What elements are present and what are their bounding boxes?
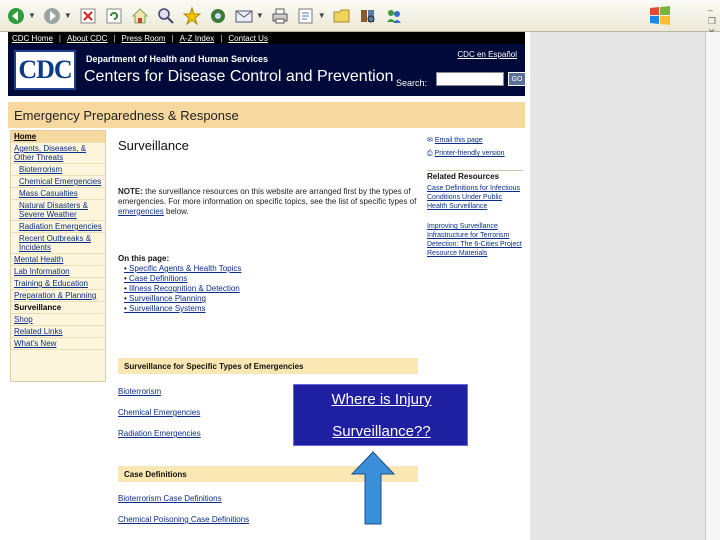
messenger-icon[interactable] bbox=[384, 6, 404, 26]
note-lead: NOTE: bbox=[118, 187, 143, 196]
media-icon[interactable] bbox=[208, 6, 228, 26]
leftnav-item[interactable]: Shop bbox=[11, 314, 105, 326]
leftnav-item[interactable]: Natural Disasters & Severe Weather bbox=[11, 200, 105, 221]
bioterrorism-case-definitions-link[interactable]: Bioterrorism Case Definitions bbox=[118, 494, 222, 503]
mail-icon[interactable] bbox=[234, 6, 254, 26]
cdc-header bbox=[8, 44, 525, 96]
nav-link-cdc-home[interactable]: CDC Home bbox=[12, 33, 53, 43]
print-icon[interactable] bbox=[270, 6, 290, 26]
favorites-icon[interactable] bbox=[182, 6, 202, 26]
chemical-emergencies-link[interactable]: Chemical Emergencies bbox=[118, 408, 201, 417]
callout-line-1: Where is Injury bbox=[331, 391, 432, 408]
browser-toolbar bbox=[0, 0, 720, 32]
bioterrorism-link[interactable]: Bioterrorism bbox=[118, 387, 162, 396]
home-icon[interactable] bbox=[130, 6, 150, 26]
department-name: Department of Health and Human Services bbox=[86, 54, 269, 64]
nav-link-press-room[interactable]: Press Room bbox=[121, 33, 166, 43]
note-paragraph bbox=[118, 187, 420, 217]
restore-icon[interactable]: ❐ bbox=[707, 16, 716, 26]
forward-icon[interactable] bbox=[42, 6, 62, 26]
empty-area bbox=[530, 32, 720, 540]
emergencies-link[interactable]: emergencies bbox=[118, 207, 164, 216]
edit-icon[interactable] bbox=[296, 6, 316, 26]
folder-icon[interactable] bbox=[332, 6, 352, 26]
left-navigation bbox=[10, 130, 106, 382]
on-this-page-link[interactable]: • Illness Recognition & Detection bbox=[124, 284, 241, 294]
six-cities-project-link[interactable]: Improving Surveillance Infrastructure for Terrorism Detection: The 6-Cities Project Resource Materials bbox=[427, 223, 522, 257]
espanol-link[interactable]: CDC en Español bbox=[457, 50, 517, 59]
on-this-page-link[interactable]: • Surveillance Planning bbox=[124, 294, 241, 304]
nav-link-contact-us[interactable]: Contact Us bbox=[228, 33, 268, 43]
on-this-page-list bbox=[124, 264, 241, 314]
leftnav-item[interactable]: Chemical Emergencies bbox=[11, 176, 105, 188]
cdc-top-nav: CDC Home | About CDC | Press Room | A-Z Index | Contact Us bbox=[8, 32, 525, 44]
leftnav-item[interactable]: Preparation & Planning bbox=[11, 290, 105, 302]
leftnav-item[interactable]: Bioterrorism bbox=[11, 164, 105, 176]
leftnav-item[interactable]: Radiation Emergencies bbox=[11, 221, 105, 233]
page-title: Surveillance bbox=[118, 138, 189, 153]
back-icon[interactable] bbox=[6, 6, 26, 26]
note-text: the surveillance resources on this website are arranged first by the types of emergencies. For more information on specific topics, see the list of specific types of bbox=[118, 187, 417, 206]
leftnav-item[interactable]: Lab Information bbox=[11, 266, 105, 278]
chevron-down-icon[interactable]: ▼ bbox=[63, 11, 72, 20]
page-banner: Emergency Preparedness & Response bbox=[8, 102, 525, 128]
stop-icon[interactable] bbox=[78, 6, 98, 26]
radiation-emergencies-link[interactable]: Radiation Emergencies bbox=[118, 429, 201, 438]
agency-name: Centers for Disease Control and Prevention bbox=[84, 68, 394, 85]
chevron-down-icon[interactable]: ▼ bbox=[28, 11, 36, 20]
up-arrow-icon bbox=[350, 450, 396, 526]
nav-link-a-z-index[interactable]: A-Z Index bbox=[179, 33, 215, 43]
chevron-down-icon[interactable]: ▼ bbox=[317, 11, 326, 20]
leftnav-item[interactable]: What's New bbox=[11, 338, 105, 350]
research-icon[interactable] bbox=[358, 6, 378, 26]
chemical-poisoning-case-definitions-link[interactable]: Chemical Poisoning Case Definitions bbox=[118, 515, 250, 524]
web-page bbox=[0, 32, 530, 540]
windows-logo-icon bbox=[648, 4, 672, 28]
section-heading: Case Definitions bbox=[118, 466, 418, 482]
search-input[interactable] bbox=[436, 72, 504, 86]
leftnav-item[interactable]: Agents, Diseases, & Other Threats bbox=[11, 143, 105, 164]
refresh-icon[interactable] bbox=[104, 6, 124, 26]
on-this-page-heading: On this page: bbox=[118, 254, 170, 263]
chevron-down-icon[interactable]: ▼ bbox=[255, 11, 264, 20]
callout-box bbox=[293, 384, 468, 446]
leftnav-item[interactable]: Related Links bbox=[11, 326, 105, 338]
minimize-icon[interactable]: – bbox=[707, 5, 713, 15]
leftnav-item[interactable]: Home bbox=[11, 131, 105, 143]
section-heading: Surveillance for Specific Types of Emergencies bbox=[118, 358, 418, 374]
on-this-page-link[interactable]: • Case Definitions bbox=[124, 274, 241, 284]
search-icon[interactable] bbox=[156, 6, 176, 26]
printer-friendly-link[interactable]: ⎙ Printer-friendly version bbox=[427, 150, 505, 157]
email-page-link[interactable]: ✉ Email this page bbox=[427, 137, 483, 144]
leftnav-item[interactable]: Surveillance bbox=[11, 302, 105, 314]
case-definitions-resource-link[interactable]: Case Definitions for Infectious Conditions Under Public Health Surveillance bbox=[427, 185, 520, 210]
search-label: Search: bbox=[396, 78, 428, 88]
nav-link-about-cdc[interactable]: About CDC bbox=[66, 33, 108, 43]
on-this-page-link[interactable]: • Specific Agents & Health Topics bbox=[124, 264, 241, 274]
related-resources-heading: Related Resources bbox=[427, 170, 523, 181]
search-go-button[interactable]: GO bbox=[508, 72, 526, 86]
leftnav-item[interactable]: Training & Education bbox=[11, 278, 105, 290]
scrollbar[interactable] bbox=[705, 32, 720, 540]
leftnav-item[interactable]: Mental Health bbox=[11, 254, 105, 266]
note-end: below. bbox=[163, 207, 189, 216]
on-this-page-link[interactable]: • Surveillance Systems bbox=[124, 304, 241, 314]
leftnav-item[interactable]: Recent Outbreaks & Incidents bbox=[11, 233, 105, 254]
callout-line-2: Surveillance?? bbox=[332, 423, 431, 440]
cdc-logo[interactable]: CDC bbox=[14, 50, 76, 90]
leftnav-item[interactable]: Mass Casualties bbox=[11, 188, 105, 200]
